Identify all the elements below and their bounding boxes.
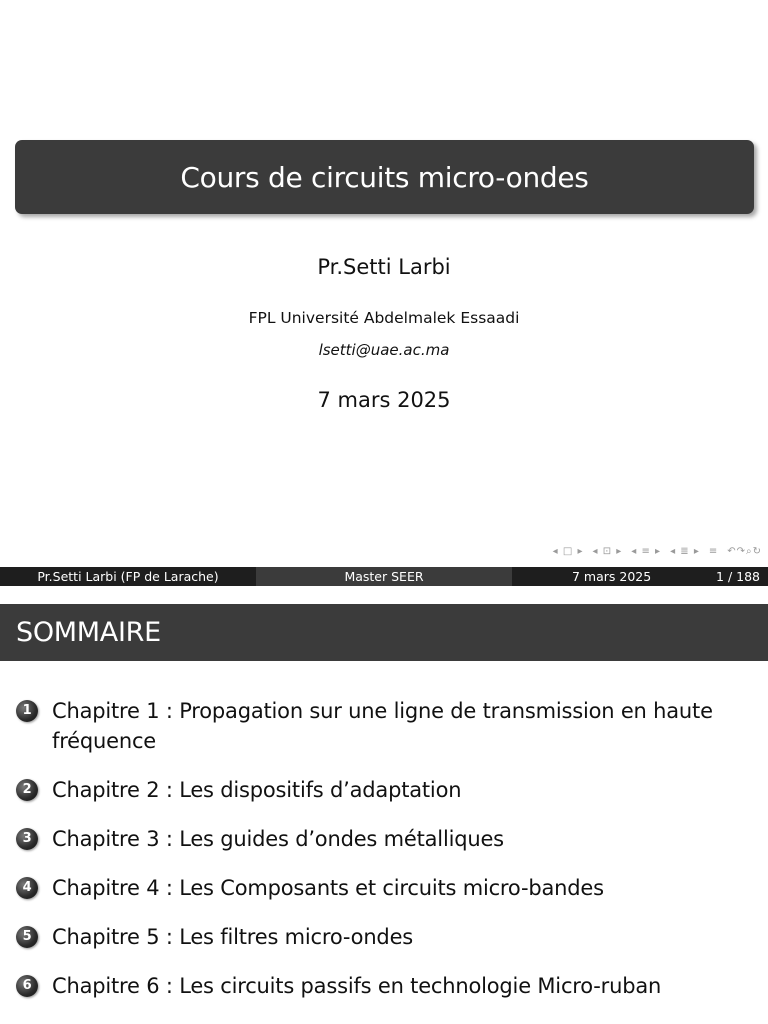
author-name: Pr.Setti Larbi: [317, 255, 451, 279]
footline: [0, 567, 768, 586]
number-ball-icon: 3: [16, 828, 38, 850]
number-ball-icon: 1: [16, 700, 38, 722]
author-email[interactable]: lsetti@uae.ac.ma: [318, 341, 450, 359]
presentation-title: Cours de circuits micro-ondes: [180, 160, 589, 194]
footer-date: 7 mars 2025: [572, 569, 652, 584]
footer-page-number: 1 / 188: [716, 569, 760, 584]
toc-item[interactable]: [16, 775, 756, 805]
footer-course: Master SEER: [256, 567, 512, 586]
toc-item-label: Chapitre 5 : Les filtres micro-ondes: [52, 925, 414, 949]
frame-nav-icon[interactable]: ◂ □ ▸: [552, 546, 584, 557]
back-search-icon[interactable]: ↶↷⌕↻: [727, 546, 762, 557]
toc-item[interactable]: [16, 696, 756, 756]
toc-item-label: Chapitre 1 : Propagation sur une ligne de transmission en haute fréquence: [52, 699, 713, 753]
toc-item-label: Chapitre 3 : Les guides d’ondes métalliques: [52, 827, 504, 851]
toc-item-label: Chapitre 6 : Les circuits passifs en technologie Micro-ruban: [52, 974, 662, 998]
number-ball-icon: 4: [16, 877, 38, 899]
toc-item-label: Chapitre 2 : Les dispositifs d’adaptation: [52, 778, 462, 802]
table-of-contents: [16, 696, 756, 1020]
institution: FPL Université Abdelmalek Essaadi: [248, 309, 520, 327]
toc-item[interactable]: [16, 873, 756, 903]
toc-item[interactable]: [16, 824, 756, 854]
toc-item[interactable]: [16, 922, 756, 952]
number-ball-icon: 2: [16, 779, 38, 801]
appendix-nav-icon[interactable]: ≡: [708, 546, 719, 557]
section-nav-icon[interactable]: ◂ ≡ ▸: [631, 546, 662, 557]
document-nav-icon[interactable]: ◂ ≣ ▸: [670, 546, 700, 557]
footer-date-page: [512, 567, 768, 586]
subsection-nav-icon[interactable]: ◂ ⊡ ▸: [592, 546, 623, 557]
toc-item-label: Chapitre 4 : Les Composants et circuits micro-bandes: [52, 876, 604, 900]
title-banner: [15, 140, 754, 214]
number-ball-icon: 6: [16, 975, 38, 997]
number-ball-icon: 5: [16, 926, 38, 948]
toc-slide: [0, 604, 768, 1024]
footer-author: Pr.Setti Larbi (FP de Larache): [0, 567, 256, 586]
frame-title: SOMMAIRE: [0, 604, 768, 661]
beamer-navigation: [553, 546, 762, 557]
toc-item[interactable]: [16, 971, 756, 1001]
presentation-date: 7 mars 2025: [317, 388, 451, 412]
